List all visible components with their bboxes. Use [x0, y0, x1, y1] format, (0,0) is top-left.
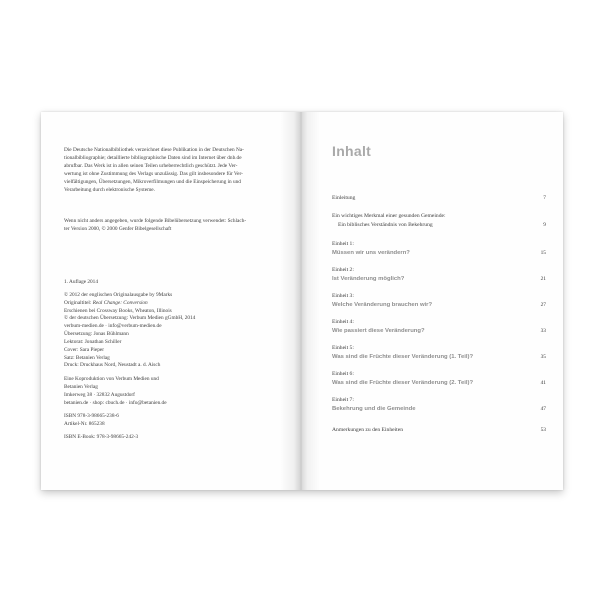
- book-spread: [41, 112, 563, 490]
- toc-page-number: 15: [540, 249, 546, 256]
- isbn-info: ISBN 978-3-98665-238-6 Artikel-Nr. 865238: [64, 413, 119, 427]
- toc-entry: Ein wichtiges Merkmal einer gesunden Gemeinde: Ein biblisches Verständnis von Bekehrung 9: [332, 213, 546, 228]
- toc-page-number: 47: [540, 405, 546, 412]
- toc-page-number: 41: [540, 379, 546, 386]
- original-edition-info: © 2012 der englischen Originalausgabe by 9Marks Originaltitel: Real Change: Conversion Erschienen bei Crossway Books, Wheaton, Illinois: [64, 292, 173, 314]
- toc-entry: Einheit 2: Ist Veränderung möglich? 21: [332, 267, 546, 282]
- toc-page-number: 27: [540, 301, 546, 308]
- toc-unit-title: Welche Veränderung brauchen wir?: [332, 301, 433, 308]
- toc-unit-title: Ist Veränderung möglich?: [332, 275, 405, 282]
- toc-unit-title: Müssen wir uns verändern?: [332, 249, 410, 256]
- toc-entry: Einheit 7: Bekehrung und die Gemeinde 47: [332, 397, 546, 412]
- toc-entry: Einheit 3: Welche Veränderung brauchen wir? 27: [332, 293, 546, 308]
- toc-page-number: 7: [543, 195, 546, 201]
- toc-unit-title: Was sind die Früchte dieser Veränderung (1. Teil)?: [332, 353, 474, 360]
- edition-line: 1. Auflage 2014: [64, 279, 98, 285]
- right-page: [302, 112, 563, 490]
- original-title: Real Change: Conversion: [92, 299, 148, 306]
- toc-page-number: 9: [543, 221, 546, 228]
- toc-unit-title: Was sind die Früchte dieser Veränderung (2. Teil)?: [332, 379, 474, 386]
- toc-entry: Einheit 1: Müssen wir uns verändern? 15: [332, 241, 546, 256]
- toc-entry: Einheit 6: Was sind die Früchte dieser Veränderung (2. Teil)? 41: [332, 371, 546, 386]
- toc-unit-title: Bekehrung und die Gemeinde: [332, 405, 416, 412]
- toc-entry: Einleitung 7: [332, 195, 546, 201]
- toc-entry: Einheit 5: Was sind die Früchte dieser Veränderung (1. Teil)? 35: [332, 345, 546, 360]
- toc-page-number: 35: [540, 353, 546, 360]
- toc-page-number: 21: [540, 275, 546, 282]
- ebook-isbn: ISBN E-Book: 978-3-98665-242-3: [64, 434, 139, 440]
- toc-entry: Anmerkungen zu den Einheiten 53: [332, 427, 546, 433]
- toc-title: Inhalt: [332, 143, 372, 159]
- toc-page-number: 33: [540, 327, 546, 334]
- german-credits: © der deutschen Übersetzung: Verbum Medien gGmbH, 2014 verbum-medien.de · info@verbum-medien.de Übersetzung: Jonas Bühlmann Lektorat: Jonathan Schiller Cover: Sara Pieper Satz: Betanien Verlag Druck: Druckhaus Nord, Neustadt a. d. Aisch: [64, 315, 196, 369]
- imprint-dnb-notice: Die Deutsche Nationalbibliothek verzeichnet diese Publikation in der Deutschen Na- tionalbibliographie; detaillierte bibliographische Daten sind im Internet über dnb.de abrufbar. Das Werk ist in allen seinen Teilen urheberrechtlich geschützt. Jede Ver- wertung ist ohne Zustimmung des Verlags unzulässig. Das gilt insbesondere für Ver- vielfältigungen, Übersetzungen, Mikroverfilmungen und die Einspeicherung in und Verarbeitung durch elektronische Systeme.: [64, 147, 244, 193]
- toc-page-number: 53: [540, 427, 546, 433]
- coproduction-info: Eine Koproduktion von Verbum Medien und Betanien Verlag Imkerweg 38 · 32832 Augustdorf betanien.de · shop: cbuch.de · info@betanien.de: [64, 376, 167, 406]
- toc-unit-title: Wie passiert diese Veränderung?: [332, 327, 425, 334]
- toc-entry: Einheit 4: Wie passiert diese Veränderung? 33: [332, 319, 546, 334]
- left-page: [41, 112, 300, 490]
- bible-translation-note: Wenn nicht anders angegeben, wurde folgende Bibelübersetzung verwendet: Schlach- ter Version 2000, © 2000 Genfer Bibelgesellschaft: [64, 218, 247, 232]
